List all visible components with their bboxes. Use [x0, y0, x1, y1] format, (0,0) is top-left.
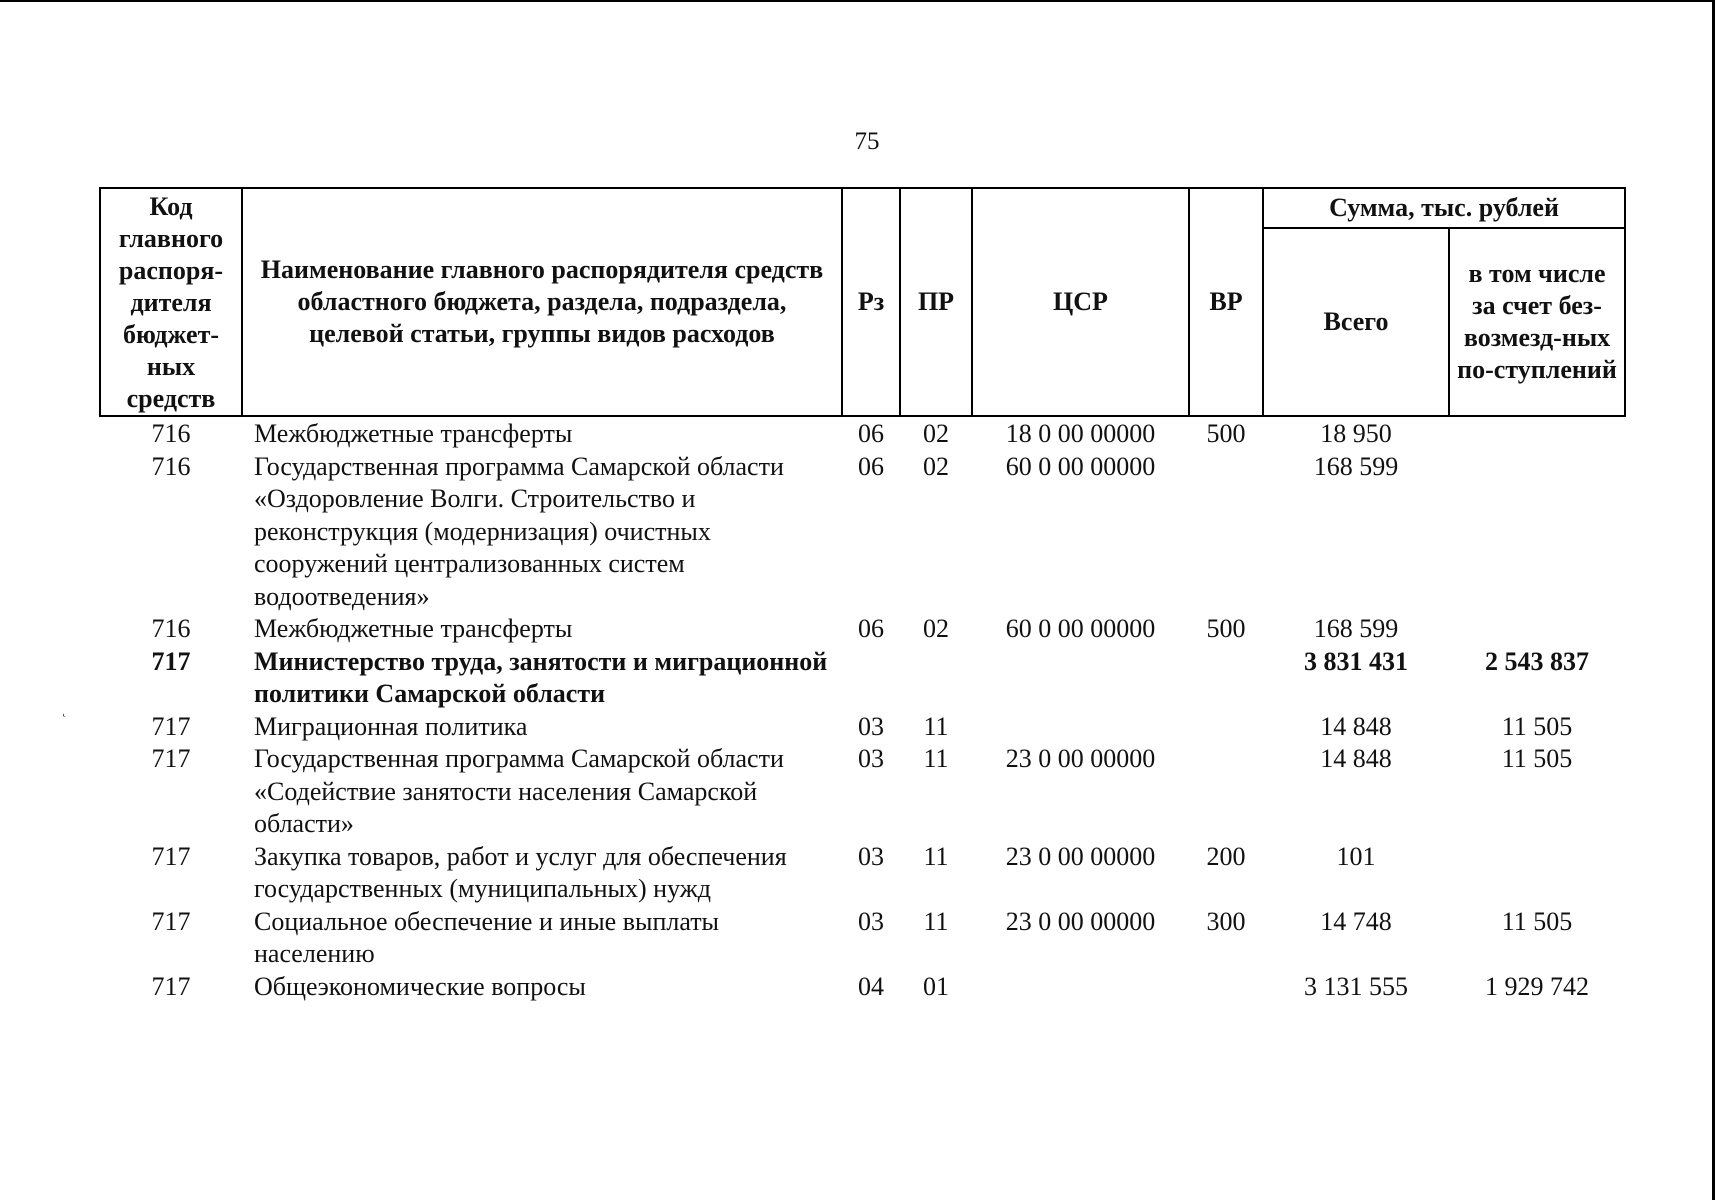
free-receipts-cell: 11 505 [1501, 711, 1573, 741]
pr-cell [900, 646, 972, 711]
header-rz: Рз [842, 188, 900, 416]
total-cell: 3 831 431 [1304, 646, 1408, 676]
header-free-receipts: в том числе за счет без-возмезд-ных по-ступлений [1449, 228, 1625, 416]
pr-cell: 11 [923, 841, 949, 871]
page-number: 75 [854, 128, 880, 155]
rz-cell: 03 [858, 711, 884, 741]
name-cell: Межбюджетные трансферты [254, 419, 573, 448]
free-receipts-cell [1449, 613, 1625, 646]
table-row [100, 906, 1625, 971]
vr-cell [1189, 971, 1263, 1004]
name-cell: Государственная программа Самарской области «Оздоровление Волги. Строительство и реконструкция (модернизация) очистных сооружений централизованных систем водоотведения» [254, 451, 784, 611]
page-frame-top [0, 0, 1712, 2]
vr-cell: 500 [1206, 614, 1246, 643]
name-cell: Миграционная политика [254, 711, 528, 741]
pr-cell: 11 [923, 711, 949, 741]
rz-cell: 06 [858, 419, 884, 448]
name-cell: Межбюджетные трансферты [254, 614, 573, 643]
table-row [100, 416, 1625, 451]
total-cell: 101 [1336, 841, 1376, 871]
vr-cell: 500 [1206, 419, 1246, 448]
total-cell: 168 599 [1313, 614, 1399, 643]
table-row [100, 971, 1625, 1004]
csr-cell [972, 711, 1189, 744]
header-name: Наименование главного распорядителя средств областного бюджета, раздела, подраздела, целевой статьи, группы видов расходов [242, 188, 842, 416]
header-total: Всего [1263, 228, 1449, 416]
header-csr: ЦСР [972, 188, 1189, 416]
code-cell: 717 [151, 841, 191, 871]
vr-cell [1189, 451, 1263, 614]
code-cell: 717 [151, 971, 191, 1001]
free-receipts-cell: 11 505 [1501, 906, 1573, 936]
header-vr: ВР [1189, 188, 1263, 416]
rz-cell: 06 [858, 614, 884, 643]
name-cell: Общеэкономические вопросы [254, 971, 586, 1001]
vr-cell: 200 [1206, 841, 1246, 871]
csr-cell: 60 0 00 00000 [1005, 614, 1156, 643]
budget-table [99, 187, 1626, 1003]
pr-cell: 11 [923, 906, 949, 936]
free-receipts-cell: 11 505 [1501, 744, 1573, 773]
total-cell: 14 848 [1320, 711, 1392, 741]
header-code: Код главного распоря-дителя бюджет-ных средств [100, 188, 242, 416]
header-pr: ПР [900, 188, 972, 416]
csr-cell: 60 0 00 00000 [1005, 451, 1156, 481]
vr-cell [1189, 646, 1263, 711]
vr-cell: 300 [1206, 906, 1246, 936]
pr-cell: 02 [923, 614, 949, 643]
table-row [100, 743, 1625, 841]
rz-cell: 04 [858, 971, 884, 1001]
pr-cell: 02 [923, 419, 949, 448]
code-cell: 717 [151, 646, 191, 676]
csr-cell: 18 0 00 00000 [1005, 419, 1156, 448]
free-receipts-cell: 2 543 837 [1485, 646, 1589, 676]
csr-cell: 23 0 00 00000 [1005, 744, 1156, 773]
header-sum-group: Сумма, тыс. рублей [1263, 188, 1625, 228]
free-receipts-cell [1449, 841, 1625, 906]
csr-cell [972, 646, 1189, 711]
total-cell: 3 131 555 [1304, 971, 1408, 1001]
table-header [100, 188, 1625, 416]
table-row [100, 613, 1625, 646]
code-cell: 717 [151, 711, 191, 741]
vr-cell [1189, 711, 1263, 744]
csr-cell: 23 0 00 00000 [1005, 841, 1156, 871]
pr-cell: 11 [923, 744, 949, 773]
rz-cell: 03 [858, 906, 884, 936]
table-body [100, 416, 1625, 1003]
free-receipts-cell [1449, 416, 1625, 451]
rz-cell: 03 [858, 744, 884, 773]
code-cell: 716 [151, 614, 191, 643]
free-receipts-cell: 1 929 742 [1485, 971, 1589, 1001]
code-cell: 716 [151, 419, 191, 448]
rz-cell: 06 [858, 451, 884, 481]
table-row [100, 646, 1625, 711]
table-row [100, 711, 1625, 744]
table-row [100, 451, 1625, 614]
total-cell: 18 950 [1320, 419, 1392, 448]
name-cell: Закупка товаров, работ и услуг для обеспечения государственных (муниципальных) нужд [254, 841, 787, 903]
pr-cell: 02 [923, 451, 949, 481]
csr-cell [972, 971, 1189, 1004]
total-cell: 168 599 [1313, 451, 1399, 481]
code-cell: 716 [151, 451, 191, 481]
pr-cell: 01 [923, 971, 949, 1001]
total-cell: 14 748 [1320, 906, 1392, 936]
rz-cell: 03 [858, 841, 884, 871]
name-cell: Социальное обеспечение и иные выплаты населению [254, 906, 720, 968]
code-cell: 717 [151, 906, 191, 936]
name-cell: Государственная программа Самарской области «Содействие занятости населения Самарской области» [254, 744, 784, 838]
free-receipts-cell [1449, 451, 1625, 614]
total-cell: 14 848 [1320, 744, 1392, 773]
scan-mark: ˛ [62, 703, 67, 718]
vr-cell [1189, 743, 1263, 841]
name-cell: Министерство труда, занятости и миграционной политики Самарской области [254, 646, 828, 708]
page-frame-right [1712, 0, 1715, 1200]
rz-cell [842, 646, 900, 711]
csr-cell: 23 0 00 00000 [1005, 906, 1156, 936]
table-row [100, 841, 1625, 906]
code-cell: 717 [151, 744, 191, 773]
